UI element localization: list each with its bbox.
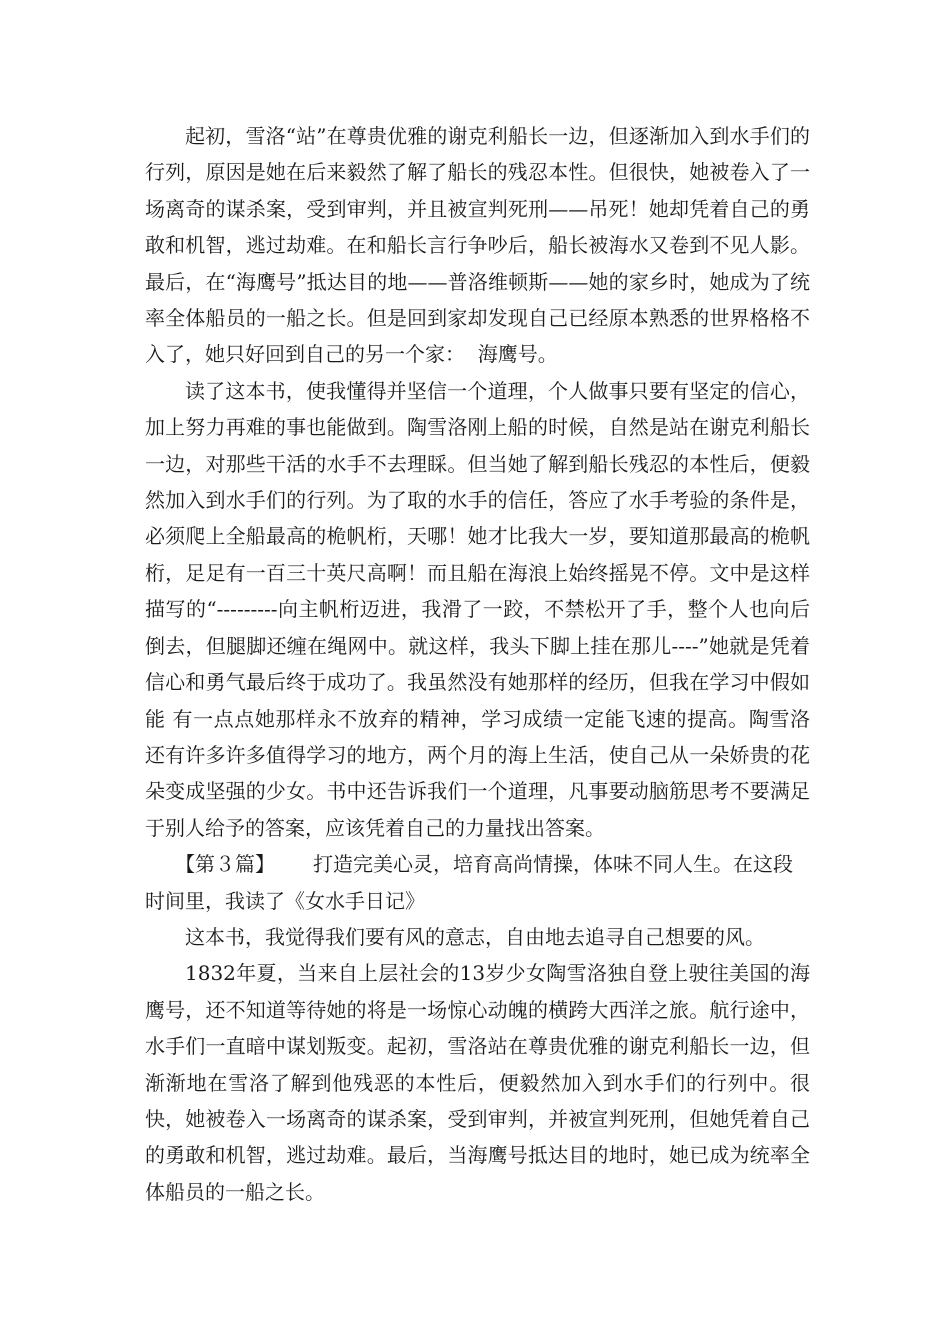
section-heading-paragraph [145, 846, 810, 919]
paragraph-3: 这本书，我觉得我们要有风的意志，自由地去追寻自己想要的风。 [185, 924, 765, 949]
document-body [145, 118, 810, 1210]
paragraph-2: 读了这本书，使我懂得并坚信一个道理，个人做事只要有坚定的信心，加上努力再难的事也能做到。陶雪洛刚上船的时候，自然是站在谢克利船长一边，对那些干活的水手不去理睬。但当她了解到船长残忍的本性后，便毅然加入到水手们的行列。为了取的水手的信任，答应了水手考验的条件是，必须爬上全船最高的桅帆桁，天哪！她才比我大一岁，要知道那最高的桅帆桁，足足有一百三十英尺高啊！而且船在海浪上始终摇晃不停。文中是这样描写的“---------向主帆桁迈进，我滑了一跤，不禁松开了手，整个人也向后倒去，但腿脚还缠在绳网中。就这样，我头下脚上挂在那儿----”她就是凭着信心和勇气最后终于成功了。我虽然没有她那样的经历，但我在学习中假如能 有一点点她那样永不放弃的精神，学习成绩一定能飞速的提高。陶雪洛还有许多许多值得学习的地方，两个月的海上生活，使自己从一朵娇贵的花朵变成坚强的少女。书中还告诉我们一个道理，凡事要动脑筋思考不要满足于别人给予的答案，应该凭着自己的力量找出答案。 [145, 378, 810, 840]
paragraph-4: 1832年夏，当来自上层社会的13岁少女陶雪洛独自登上驶往美国的海鹰号，还不知道等待她的将是一场惊心动魄的横跨大西洋之旅。航行途中，水手们一直暗中谋划叛变。起初，雪洛站在尊贵优雅的谢克利船长一边，但渐渐地在雪洛了解到他残恶的本性后，便毅然加入到水手们的行列中。很快，她被卷入一场离奇的谋杀案，受到审判，并被宣判死刑，但她凭着自己的勇敢和机智，逃过劫难。最后，当海鹰号抵达目的地时，她已成为统率全体船员的一船之长。 [145, 961, 810, 1204]
section-intro-text: 打造完美心灵，培育高尚情操，体味不同人生。在这段时间里，我读了《女水手日记》 [145, 852, 793, 913]
paragraph-1: 起初，雪洛“站”在尊贵优雅的谢克利船长一边，但逐渐加入到水手们的行列，原因是她在后来毅然了解了船长的残忍本性。但很快，她被卷入了一场离奇的谋杀案，受到审判，并且被宣判死刑——吊死！她却凭着自己的勇敢和机智，逃过劫难。在和船长言行争吵后，船长被海水又卷到不见人影。最后，在“海鹰号”抵达目的地——普洛维顿斯——她的家乡时，她成为了统率全体船员的一船之长。但是回到家却发现自己已经原本熟悉的世界格格不入了，她只好回到自己的另一个家： 海鹰号。 [145, 124, 810, 367]
section-tag: 【第３篇】 [175, 852, 275, 877]
